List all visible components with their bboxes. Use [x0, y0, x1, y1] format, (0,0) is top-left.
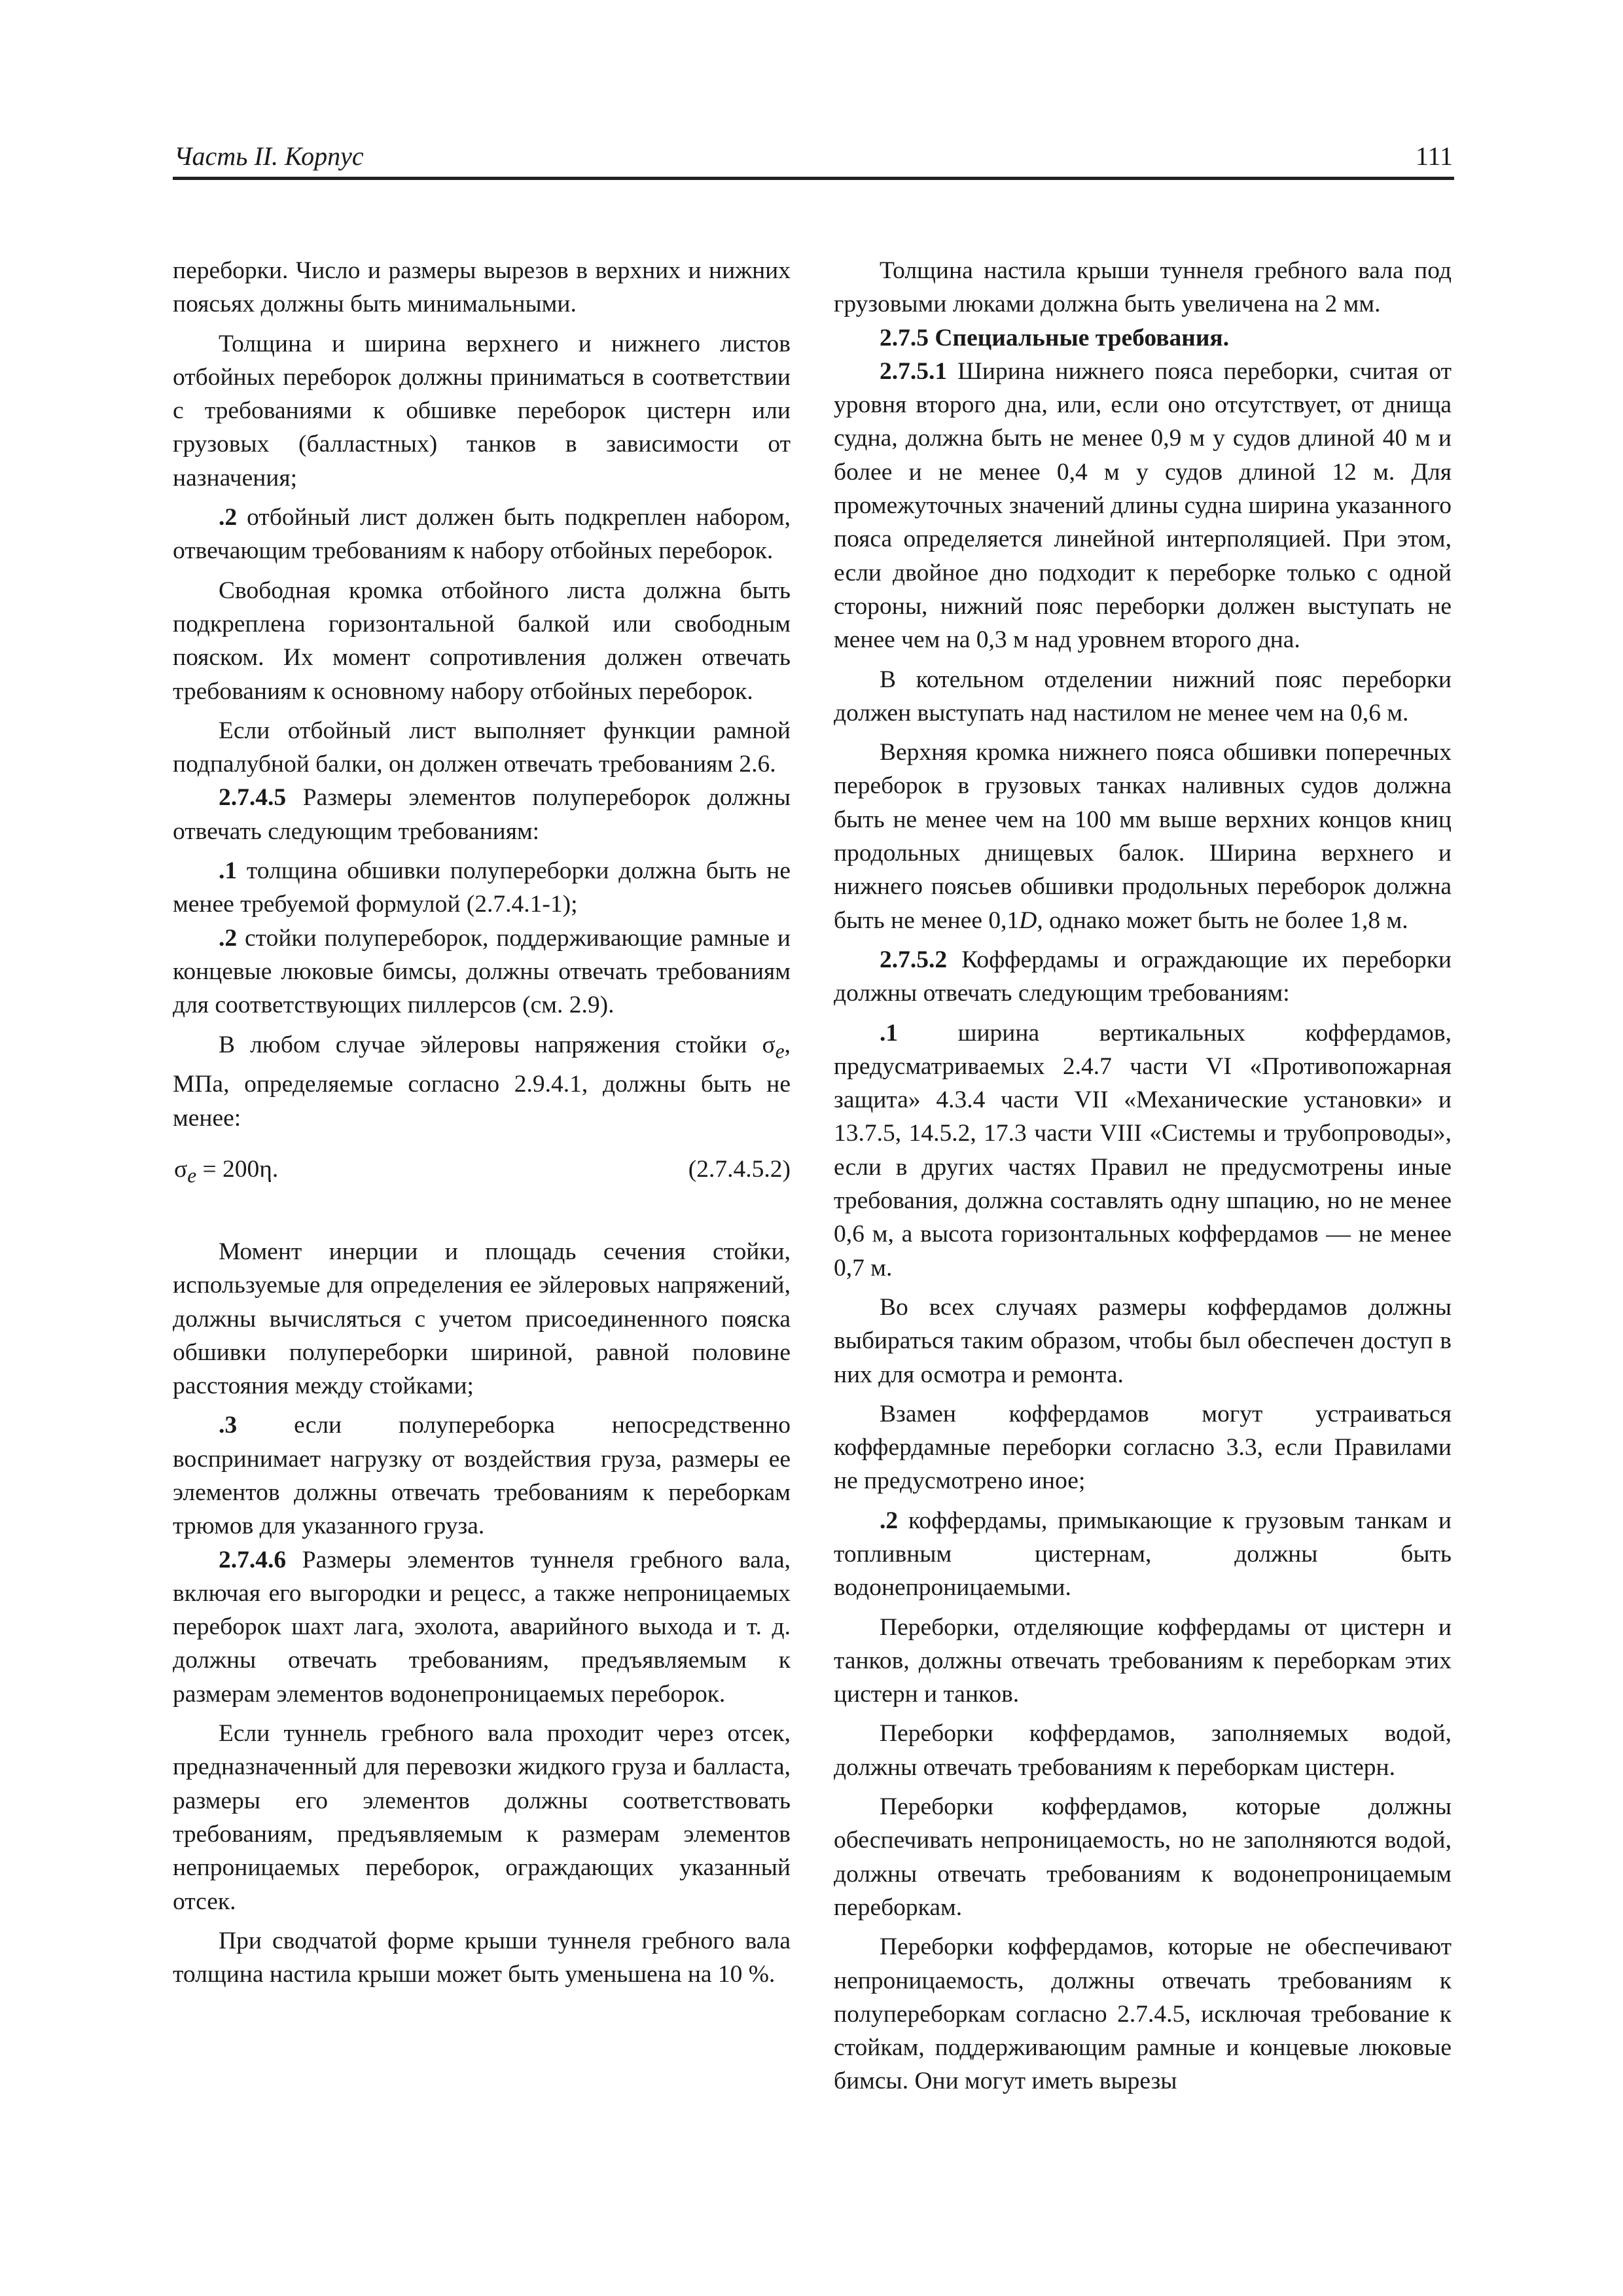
section-number: 2.7.5.2	[880, 946, 948, 973]
paragraph	[834, 1504, 1452, 1605]
paragraph-text: стойки полупереборок, поддерживающие рамные и концевые люковые бимсы, должны отвечать требованиям для соответствующих пиллерсов (см. 2.9).	[173, 924, 791, 1019]
running-header	[173, 140, 1454, 180]
paragraph	[834, 943, 1452, 1011]
paragraph: Если туннель гребного вала проходит через отсек, предназначенный для перевозки жидкого груза и балласта, размеры его элементов должны соответствовать требованиям, предъявляемым к размерам элементов непроницаемых переборок, ограждающих указанный отсек.	[173, 1720, 791, 1915]
item-number: .2	[219, 924, 238, 952]
section-number: 2.7.4.6	[219, 1546, 287, 1573]
running-header-title: Часть II. Корпус	[174, 141, 364, 171]
paragraph: Толщина настила крыши туннеля гребного вала под грузовыми люками должна быть увеличена на 2 мм.	[834, 257, 1452, 318]
paragraph	[834, 355, 1452, 657]
paragraph: Переборки коффердамов, которые должны обеспечивать непроницаемость, но не заполняются водой, должны отвечать требованиям к водонепроницаемым переборкам.	[834, 1793, 1452, 1921]
paragraph	[173, 1543, 791, 1711]
paragraph-text: Размеры элементов туннеля гребного вала, включая его выгородки и рецесс, а также непроницаемых переборок шахт лага, эхолота, аварийного выхода и т. д. должны отвечать требованиям, предъявляемым к размерам элементов водонепроницаемых переборок.	[173, 1546, 791, 1708]
item-number: .2	[880, 1507, 899, 1534]
paragraph: переборки. Число и размеры вырезов в верхних и нижних поясьях должны быть минимальными.	[173, 257, 791, 318]
paragraph: Переборки коффердамов, которые не обеспечивают непроницаемость, должны отвечать требованиям к полупереборкам согласно 2.7.4.5, исключая требование к стойкам, поддерживающим рамные и концевые люковые бимсы. Они могут иметь вырезы	[834, 1933, 1452, 2095]
paragraph-text: ширина вертикальных коффердамов, предусматриваемых 2.4.7 части VI «Противопожарная защита» 4.3.4 части VII «Механические установки» и 13.7.5, 14.5.2, 17.3 части VIII «Системы и трубопроводы», если в других частях Правил не предусмотрены иные требования, должна составлять одну шпацию, но не менее 0,6 м, а высота горизонтальных коффердамов — не менее 0,7 м.	[834, 1019, 1452, 1282]
paragraph	[173, 781, 791, 848]
paragraph: В котельном отделении нижний пояс переборки должен выступать над настилом не менее чем на 0,6 м.	[834, 666, 1452, 726]
paragraph: Верхняя кромка нижнего пояса обшивки поперечных переборок в грузовых танках наливных судов должна быть не менее чем на 100 мм выше верхних концов книц продольных днищевых балок. Ширина верхнего и нижнего поясьев обшивки продольных переборок должна быть не менее 0,1D, однако может быть не более 1,8 м.	[834, 739, 1452, 934]
item-number: .1	[880, 1019, 899, 1047]
paragraph: Если отбойный лист выполняет функции рамной подпалубной балки, он должен отвечать требованиям 2.6.	[173, 717, 791, 778]
paragraph: Момент инерции и площадь сечения стойки, используемые для определения ее эйлеровых напряжений, должны вычисляться с учетом присоединенного пояска обшивки полупереборки шириной, равной половине расстояния между стойками;	[173, 1238, 791, 1400]
paragraph-text: если полупереборка непосредственно воспринимает нагрузку от воздействия груза, размеры ее элементов должны отвечать требованиям к переборкам трюмов для указанного груза.	[173, 1412, 791, 1540]
item-number: .3	[219, 1412, 238, 1439]
paragraph-text: коффердамы, примыкающие к грузовым танкам и топливным цистернам, должны быть водонепроницаемыми.	[834, 1507, 1452, 1602]
section-heading: 2.7.5 Специальные требования.	[880, 324, 1230, 351]
paragraph: Во всех случаях размеры коффердамов должны выбираться таким образом, чтобы был обеспечен доступ в них для осмотра и ремонта.	[834, 1293, 1452, 1388]
paragraph: Свободная кромка отбойного листа должна быть подкреплена горизонтальной балкой или свободным пояском. Их момент сопротивления должен отвечать требованиям к основному набору отбойных переборок.	[173, 577, 791, 705]
paragraph	[173, 922, 791, 1022]
formula-number: (2.7.4.5.2)	[688, 1155, 791, 1183]
right-column	[834, 254, 1452, 2098]
paragraph	[173, 854, 791, 922]
paragraph: В любом случае эйлеровы напряжения стойки $\sigma_e$, МПа, определяемые согласно 2.9.4.1, должны быть не менее:	[173, 1031, 791, 1132]
paragraph-text: Ширина нижнего пояса переборки, считая от уровня второго дна, или, если оно отсутствует, от днища судна, должна быть не менее 0,9 м у судов длиной 40 м и более и не менее 0,4 м у судов длиной 12 м. Для промежуточных значений длины судна ширина указанного пояса определяется линейной интерполяцией. При этом, если двойное дно подходит к переборке только с одной стороны, нижний пояс переборки должен выступать не менее чем на 0,3 м над уровнем второго дна.	[834, 357, 1452, 654]
paragraph-text: Коффердамы и ограждающие их переборки должны отвечать следующим требованиям:	[834, 946, 1452, 1007]
paragraph: При сводчатой форме крыши туннеля гребного вала толщина настила крыши может быть уменьшена на 10 %.	[173, 1927, 791, 1988]
paragraph	[173, 501, 791, 568]
formula-expression: $\sigma_e = 200\eta$.	[174, 1155, 279, 1187]
formula	[173, 1153, 791, 1186]
left-column	[173, 254, 791, 1991]
page-number: 111	[1415, 141, 1453, 171]
item-number: .2	[219, 504, 238, 531]
paragraph	[173, 1408, 791, 1543]
paragraph: Переборки коффердамов, заполняемых водой, должны отвечать требованиям к переборкам цистерн.	[834, 1720, 1452, 1781]
paragraph-text: Размеры элементов полупереборок должны отвечать следующим требованиям:	[173, 784, 791, 845]
paragraph: Толщина и ширина верхнего и нижнего листов отбойных переборок должны приниматься в соответствии с требованиями к обшивке переборок цистерн или грузовых (балластных) танков в зависимости от назначения;	[173, 330, 791, 492]
paragraph	[834, 1016, 1452, 1285]
paragraph: Взамен коффердамов могут устраиваться коффердамные переборки согласно 3.3, если Правилами не предусмотрено иное;	[834, 1400, 1452, 1495]
paragraph: Переборки, отделяющие коффердамы от цистерн и танков, должны отвечать требованиям к переборкам этих цистерн и танков.	[834, 1613, 1452, 1708]
section-number: 2.7.5.1	[880, 357, 948, 385]
item-number: .1	[219, 857, 238, 885]
paragraph-text: толщина обшивки полупереборки должна быть не менее требуемой формулой (2.7.4.1-1);	[173, 857, 791, 918]
section-number: 2.7.4.5	[219, 784, 287, 812]
paragraph-text: отбойный лист должен быть подкреплен набором, отвечающим требованиям к набору отбойных переборок.	[173, 504, 791, 565]
